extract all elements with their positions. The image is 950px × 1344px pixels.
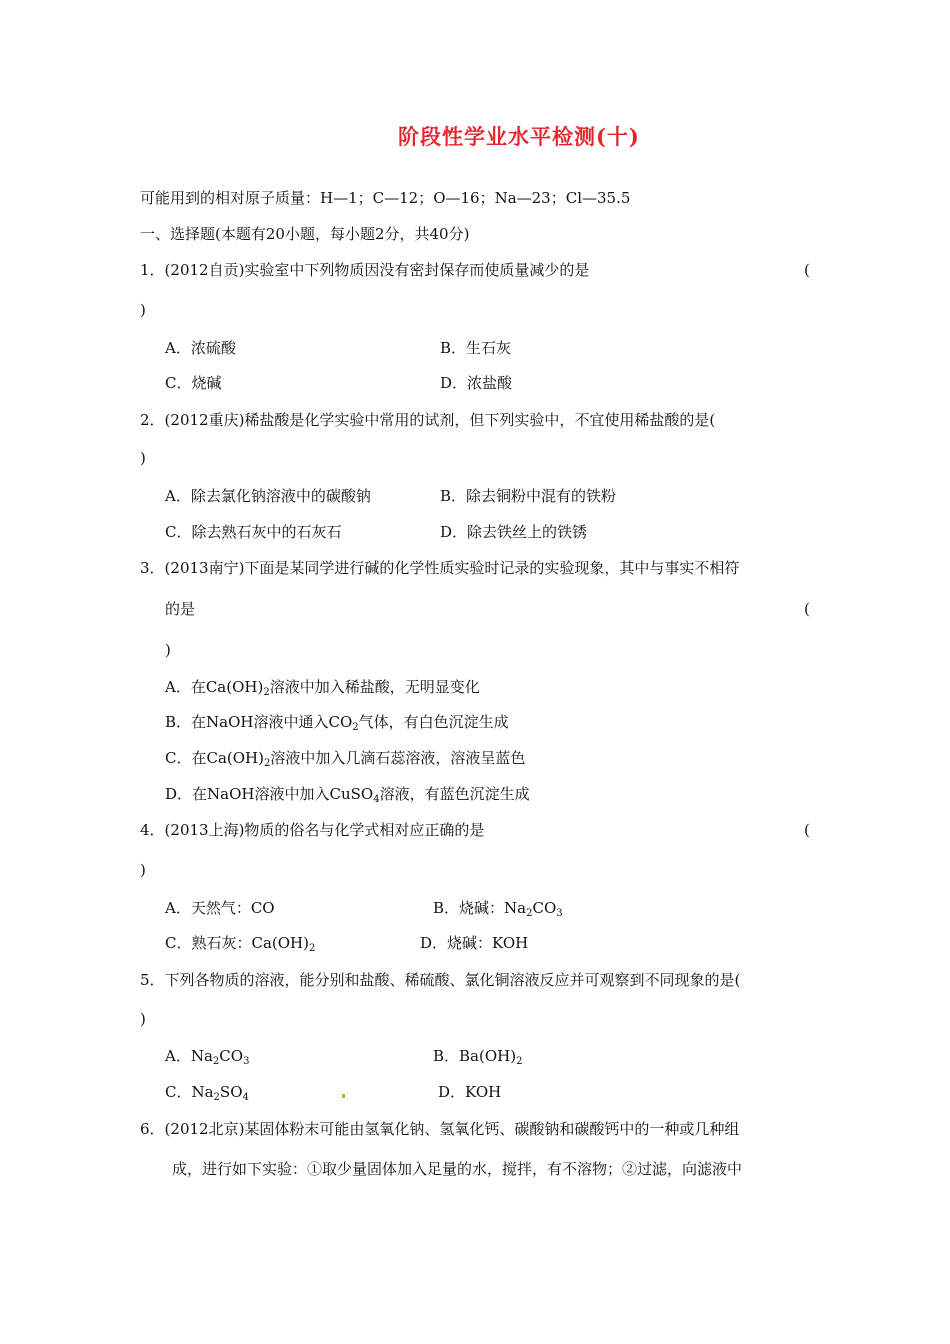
answer-paren-close: ) <box>140 861 146 879</box>
q2-option-d: D．除去铁丝上的铁锈 <box>440 523 588 541</box>
question-3-stem-cont: 的是 <box>165 600 196 618</box>
answer-paren-open: ( <box>804 600 810 618</box>
q2-option-c: C．除去熟石灰中的石灰石 <box>165 523 342 541</box>
question-1-stem: 1．(2012自贡)实验室中下列物质因没有密封保存而使质量减少的是 <box>140 261 590 279</box>
question-2-stem: 2．(2012重庆)稀盐酸是化学实验中常用的试剂，但下列实验中，不宜使用稀盐酸的是( <box>140 411 716 429</box>
q2-option-a: A．除去氯化钠溶液中的碳酸钠 <box>165 487 371 505</box>
answer-paren-close: ) <box>140 1010 146 1028</box>
section-heading: 一、选择题(本题有20小题，每小题2分，共40分) <box>140 225 470 243</box>
q5-option-a: A．$Na_2CO_3$ <box>165 1047 250 1067</box>
q3-option-b: B．在NaOH溶液中通入$CO_2$气体，有白色沉淀生成 <box>165 713 509 733</box>
q3-option-c: C．在$Ca(OH)_2$溶液中加入几滴石蕊溶液，溶液呈蓝色 <box>165 749 526 769</box>
q3-option-a: A．在$Ca(OH)_2$溶液中加入稀盐酸，无明显变化 <box>165 678 480 698</box>
q4-option-b: B．烧碱：$Na_2CO_3$ <box>433 899 563 919</box>
q1-option-b: B．生石灰 <box>440 339 512 357</box>
question-6-stem-cont: 成，进行如下实验：①取少量固体加入足量的水，搅拌，有不溶物；②过滤，向滤液中 <box>172 1160 743 1178</box>
q1-option-c: C．烧碱 <box>165 374 222 392</box>
atomic-mass-line: 可能用到的相对原子质量：H—1；C—12；O—16；Na—23；Cl—35.5 <box>140 189 631 207</box>
answer-paren-close: ) <box>140 449 146 467</box>
q5-option-c: C．$Na_2SO_4$ <box>165 1083 249 1103</box>
question-3-stem: 3．(2013南宁)下面是某同学进行碱的化学性质实验时记录的实验现象，其中与事实不相符 <box>140 559 740 577</box>
q1-option-d: D．浓盐酸 <box>440 374 513 392</box>
answer-paren-open: ( <box>804 821 810 839</box>
stray-mark <box>342 1094 345 1098</box>
q2-option-b: B．除去铜粉中混有的铁粉 <box>440 487 617 505</box>
q3-option-d: D．在NaOH溶液中加入CuSO$_4$溶液，有蓝色沉淀生成 <box>165 785 530 805</box>
q4-option-d: D．烧碱：KOH <box>420 934 529 952</box>
question-4-stem: 4．(2013上海)物质的俗名与化学式相对应正确的是 <box>140 821 485 839</box>
answer-paren-close: ) <box>165 641 171 659</box>
answer-paren-close: ) <box>140 301 146 319</box>
q5-option-d: D．KOH <box>438 1083 502 1101</box>
q5-option-b: B．$Ba(OH)_2$ <box>433 1047 523 1067</box>
q1-option-a: A．浓硫酸 <box>165 339 236 357</box>
answer-paren-open: ( <box>804 261 810 279</box>
q4-option-a: A．天然气：CO <box>165 899 275 917</box>
question-6-stem: 6．(2012北京)某固体粉末可能由氢氧化钠、氢氧化钙、碳酸钠和碳酸钙中的一种或几种组 <box>140 1120 740 1138</box>
question-5-stem: 5．下列各物质的溶液，能分别和盐酸、稀硫酸、氯化铜溶液反应并可观察到不同现象的是( <box>140 971 741 989</box>
page-title: 阶段性学业水平检测(十) <box>398 124 640 149</box>
q4-option-c: C．熟石灰：$Ca(OH)_2$ <box>165 934 316 954</box>
